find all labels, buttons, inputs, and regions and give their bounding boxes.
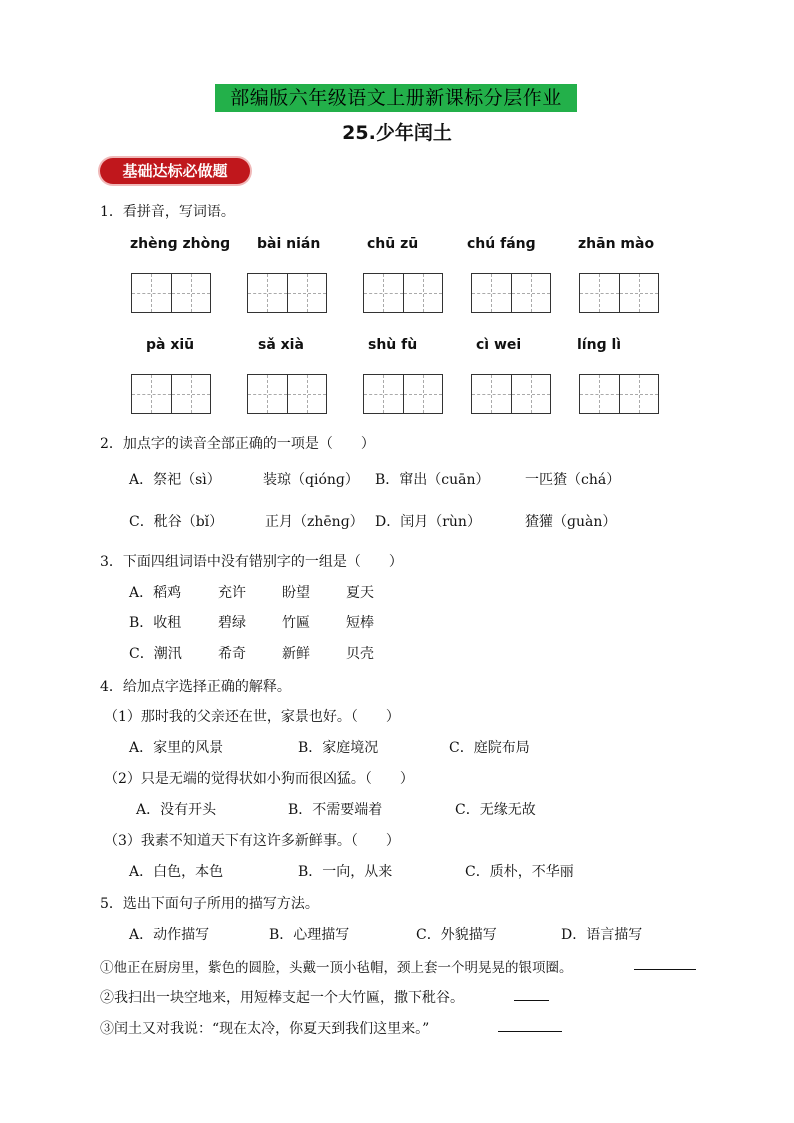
answer-blank[interactable] xyxy=(514,988,549,1001)
q2-option-b: B．窜出（cuān） xyxy=(375,472,490,488)
q4-option: C．庭院布局 xyxy=(449,740,530,756)
q4-prompt: 4．给加点字选择正确的解释。 xyxy=(100,679,291,695)
q2-option-a: A．祭祀（sì） xyxy=(129,472,221,488)
q1-pinyin: zhān mào xyxy=(578,236,655,252)
q2-option-d-word: 猹獾（ɡuàn） xyxy=(525,514,617,530)
writing-grid-box[interactable] xyxy=(131,273,211,313)
section-badge: 基础达标必做题 xyxy=(100,158,250,184)
q3-prompt: 3．下面四组词语中没有错别字的一组是（ ） xyxy=(100,554,403,570)
q5-sentence-2: ②我扫出一块空地来，用短棒支起一个大竹匾，撒下秕谷。 xyxy=(100,990,464,1006)
q1-prompt: 1．看拼音，写词语。 xyxy=(100,204,235,220)
q4-option: B．不需要端着 xyxy=(288,802,383,818)
q2-option-a-word: 装琼（qiónɡ） xyxy=(263,472,359,488)
q3-word: 短棒 xyxy=(346,615,374,631)
q1-pinyin: línɡ lì xyxy=(577,337,622,353)
q4-option: A．没有开头 xyxy=(136,802,217,818)
worksheet-banner: 部编版六年级语文上册新课标分层作业 xyxy=(215,84,577,112)
q5-option: D．语言描写 xyxy=(561,927,643,943)
q3-word: 希奇 xyxy=(218,646,246,662)
q3-word: 充许 xyxy=(218,585,246,601)
q4-sentence-2: （2）只是无端的觉得状如小狗而很凶猛。（ ） xyxy=(104,771,414,787)
q1-pinyin: pà xiū xyxy=(146,337,195,353)
q3-option-b: B．收租 xyxy=(129,615,182,631)
q1-pinyin: shù fù xyxy=(368,337,418,353)
q3-option-a: A．稻鸡 xyxy=(129,585,182,601)
writing-grid-box[interactable] xyxy=(471,273,551,313)
writing-grid-box[interactable] xyxy=(363,374,443,414)
writing-grid-box[interactable] xyxy=(363,273,443,313)
q4-option: A．白色，本色 xyxy=(129,864,224,880)
writing-grid-box[interactable] xyxy=(131,374,211,414)
q5-option: C．外貌描写 xyxy=(416,927,497,943)
writing-grid-box[interactable] xyxy=(579,374,659,414)
q5-option: B．心理描写 xyxy=(269,927,350,943)
q5-sentence-1: ①他正在厨房里，紫色的圆脸，头戴一顶小毡帽，颈上套一个明晃晃的银项圈。 xyxy=(100,960,573,976)
q3-word: 碧绿 xyxy=(218,615,246,631)
q1-pinyin: zhènɡ zhònɡ xyxy=(130,236,231,252)
q4-option: B．家庭境况 xyxy=(298,740,379,756)
q4-option: A．家里的风景 xyxy=(129,740,224,756)
q3-word: 夏天 xyxy=(346,585,374,601)
q4-sentence-1: （1）那时我的父亲还在世，家景也好。（ ） xyxy=(104,709,400,725)
lesson-title: 25.少年闰土 xyxy=(342,122,452,144)
writing-grid-box[interactable] xyxy=(579,273,659,313)
q1-pinyin: bài nián xyxy=(257,236,321,252)
q3-word: 新鲜 xyxy=(282,646,310,662)
q5-sentence-3: ③闰土又对我说：“现在太冷，你夏天到我们这里来。” xyxy=(100,1021,430,1037)
q3-word: 盼望 xyxy=(282,585,310,601)
q4-option: C．无缘无故 xyxy=(455,802,536,818)
q2-option-d: D．闰月（rùn） xyxy=(375,514,481,530)
q1-pinyin: cì wei xyxy=(476,337,522,353)
q1-pinyin: chú fánɡ xyxy=(467,236,536,252)
writing-grid-box[interactable] xyxy=(471,374,551,414)
writing-grid-box[interactable] xyxy=(247,374,327,414)
q3-option-c: C．潮汛 xyxy=(129,646,182,662)
writing-grid-box[interactable] xyxy=(247,273,327,313)
q2-option-c-word: 正月（zhēnɡ） xyxy=(265,514,364,530)
q3-word: 竹匾 xyxy=(282,615,310,631)
q5-prompt: 5．选出下面句子所用的描写方法。 xyxy=(100,896,319,912)
q3-word: 贝壳 xyxy=(346,646,374,662)
q2-option-b-word: 一匹猹（chá） xyxy=(525,472,621,488)
answer-blank[interactable] xyxy=(634,957,696,970)
q1-pinyin: sǎ xià xyxy=(258,337,304,353)
q4-sentence-3: （3）我素不知道天下有这许多新鲜事。（ ） xyxy=(104,833,400,849)
q4-option: C．质朴，不华丽 xyxy=(465,864,574,880)
answer-blank[interactable] xyxy=(498,1019,562,1032)
q4-option: B．一向，从来 xyxy=(298,864,393,880)
q2-option-c: C．秕谷（bǐ） xyxy=(129,514,224,530)
q1-pinyin: chū zū xyxy=(367,236,419,252)
q2-prompt: 2．加点字的读音全部正确的一项是（ ） xyxy=(100,436,375,452)
q5-option: A．动作描写 xyxy=(129,927,210,943)
